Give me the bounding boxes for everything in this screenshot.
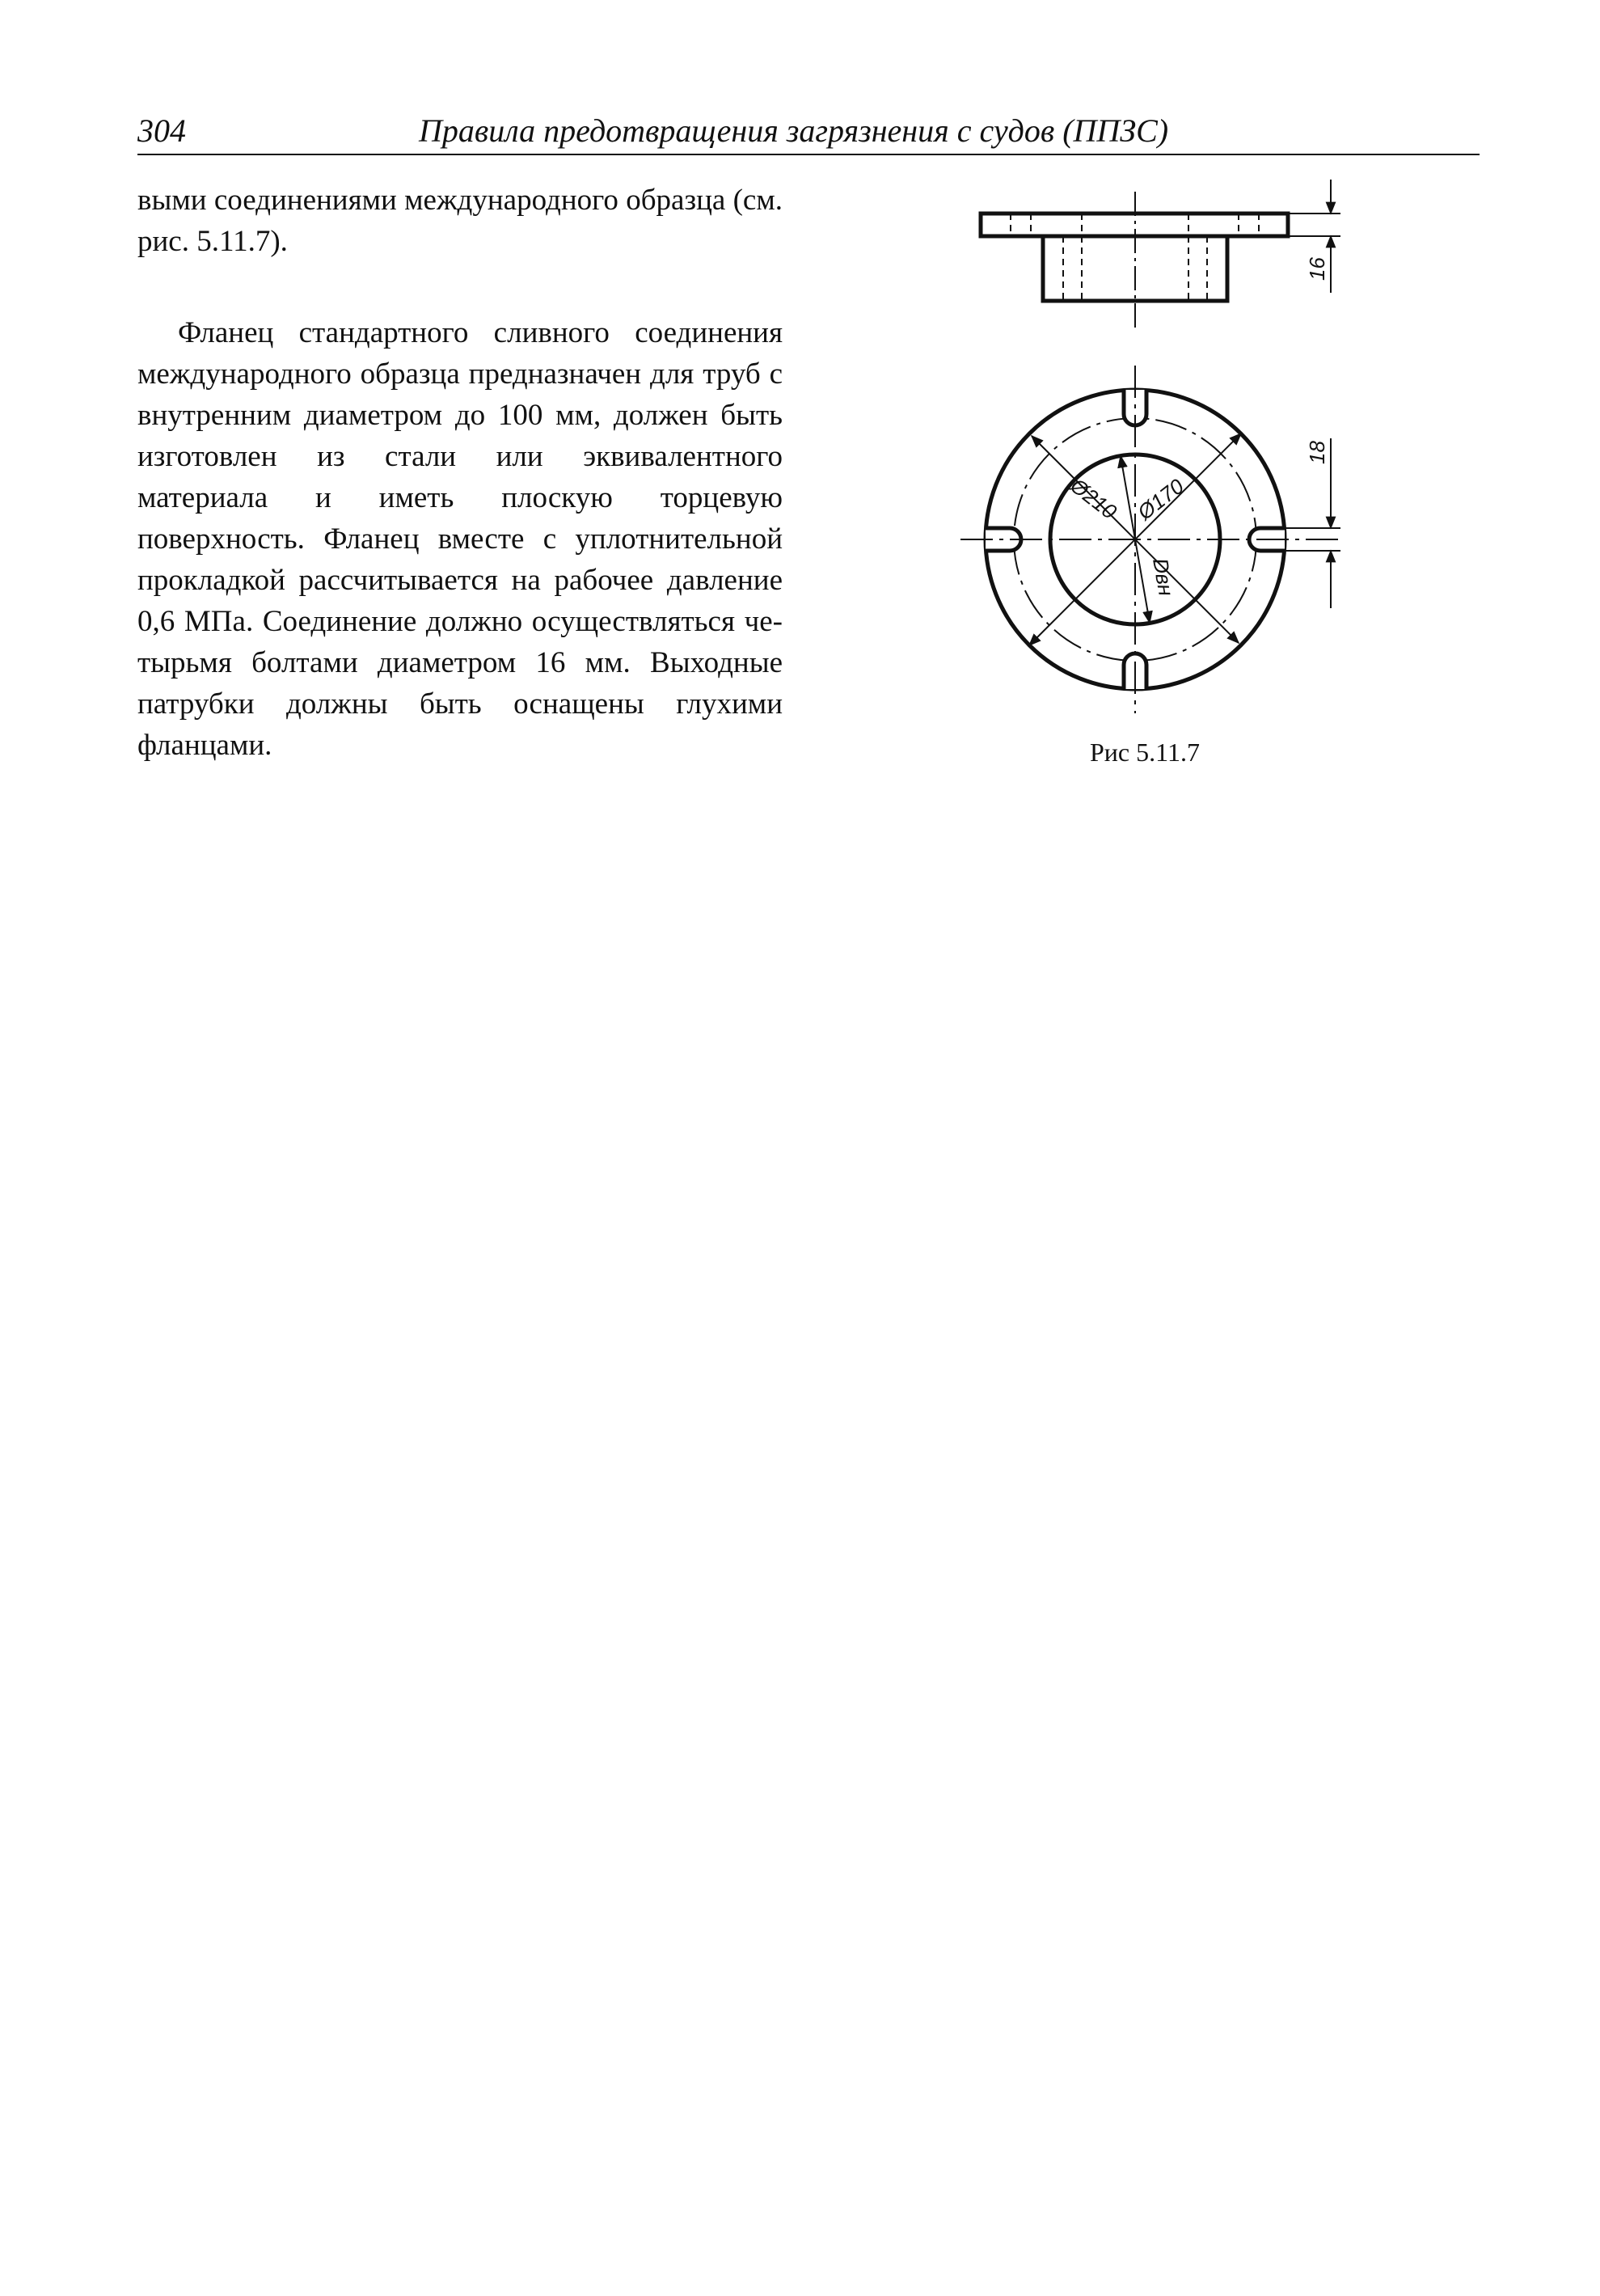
dim-outer-label: Ø210 (1066, 473, 1121, 524)
dim-inner-label: Dвн (1148, 556, 1179, 598)
running-title: Правила предотвращения загрязнения с судов (ППЗС) (419, 112, 1169, 149)
page-number: 304 (137, 112, 186, 149)
text-column (137, 180, 783, 766)
paragraph-continued: выми соединениями международного образца (см. рис. 5.11.7). (137, 184, 783, 258)
figure-caption: Рис 5.11.7 (1090, 738, 1200, 767)
plan-view (960, 366, 1342, 713)
dim-slot-label: 18 (1305, 441, 1329, 464)
running-header (137, 112, 1480, 159)
paragraph-flange-spec: Фланец стандартного сливного соединения международного образца предназначен для труб с внутренним диаметром до 100 мм, должен быть изготовлен из стали или эквивалентного материала и иметь плоскую торцевую поверхность. Фланец вместе с уплотнительной прокладкой рассчитывается на рабочее давление 0,6 МПа. Соединение должно осуществляться четырьмя болтами диаметром 16 мм. Выходные патрубки должны быть оснащены глухими фланцами. (137, 316, 783, 762)
dim-thickness-label: 16 (1305, 257, 1329, 281)
dim-bolt-circle-label: Ø170 (1133, 473, 1188, 525)
header-rule (137, 154, 1480, 155)
flange-drawing (954, 171, 1374, 810)
side-view (981, 180, 1340, 329)
